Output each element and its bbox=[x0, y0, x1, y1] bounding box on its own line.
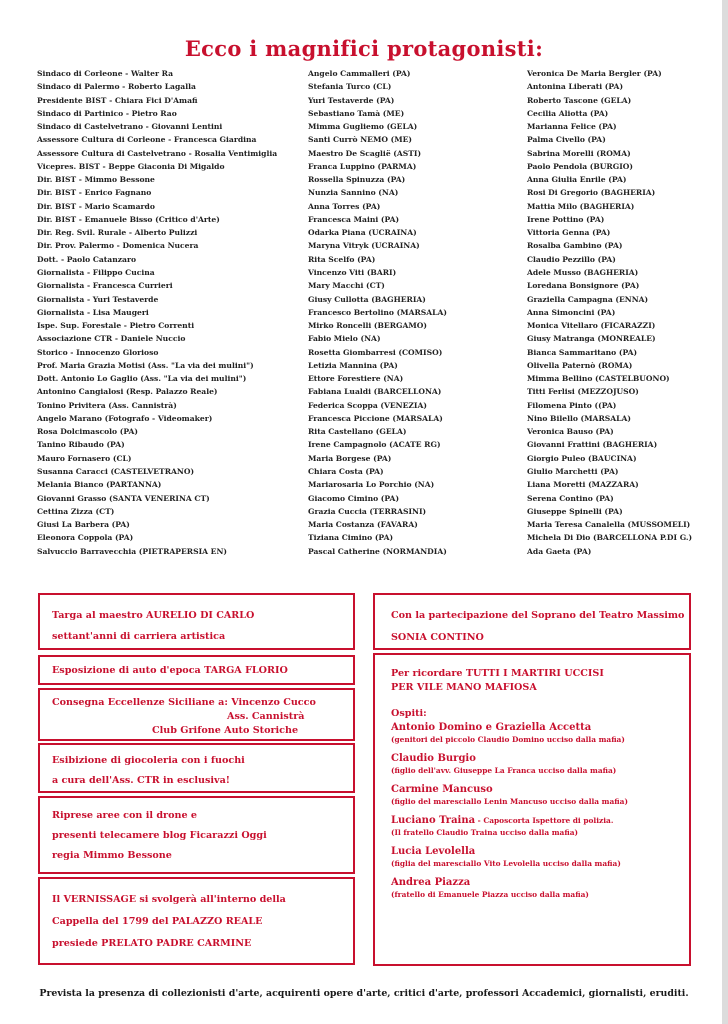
protagonist-entry: Angelo Cammalleri (PA) bbox=[308, 69, 411, 78]
guest-name: Carmine Mancuso bbox=[391, 784, 493, 795]
protagonist-entry: Michela Di Dio (BARCELLONA P.DI G.) bbox=[527, 533, 693, 543]
martiri-line-2: PER VILE MANO MAFIOSA bbox=[391, 682, 537, 693]
guest-entry bbox=[391, 752, 689, 776]
guest-entry bbox=[391, 721, 689, 745]
page-title: Ecco i magnifici protagonisti: bbox=[184, 36, 544, 62]
protagonist-entry: Olivella Paternò (ROMA) bbox=[527, 360, 633, 370]
protagonist-entry: Sindaco di Partinico - Pietro Rao bbox=[37, 108, 177, 118]
protagonist-entry: Sindaco di Corleone - Walter Ra bbox=[37, 69, 174, 78]
protagonist-entry: Dott. - Paolo Catanzaro bbox=[37, 254, 137, 264]
protagonist-entry: Sebastiano Tamà (ME) bbox=[308, 108, 405, 118]
targa-line-2: settant'anni di carriera artistica bbox=[52, 631, 226, 642]
protagonist-entry: Fabiana Lualdi (BARCELLONA) bbox=[308, 387, 442, 397]
protagonist-entry: Filomena Pinto ((PA) bbox=[527, 400, 617, 410]
protagonist-entry: Claudio Pezzillo (PA) bbox=[527, 254, 616, 264]
protagonist-entry: Francesca Piccione (MARSALA) bbox=[308, 413, 443, 423]
vernissage-line-3: presiede PRELATO PADRE CARMINE bbox=[52, 938, 252, 949]
guest-relation: (figlia del maresciallo Vito Levolella ucciso dalla mafia) bbox=[391, 859, 621, 868]
protagonist-entry: Yuri Testaverde (PA) bbox=[308, 95, 395, 105]
protagonist-entry: Tanino Ribaudo (PA) bbox=[37, 440, 125, 450]
protagonist-entry: Giuseppe Spinelli (PA) bbox=[527, 506, 623, 516]
protagonist-entry: Maria Costanza (FAVARA) bbox=[308, 520, 418, 530]
protagonist-entry: Susanna Caracci (CASTELVETRANO) bbox=[37, 466, 195, 476]
protagonist-entry: Adele Musso (BAGHERIA) bbox=[527, 267, 639, 277]
protagonist-entry: Mimma Gugliemo (GELA) bbox=[308, 122, 418, 132]
protagonist-entry: Salvuccio Barravecchia (PIETRAPERSIA EN) bbox=[37, 546, 227, 556]
protagonist-entry: Marianna Felice (PA) bbox=[527, 122, 617, 132]
protagonist-entry: Fabio Mielo (NA) bbox=[308, 334, 381, 344]
protagonist-entry: Loredana Bonsignore (PA) bbox=[527, 281, 640, 291]
protagonist-entry: Mimma Bellino (CASTELBUONO) bbox=[527, 374, 670, 384]
protagonist-entry: Giusy Matranga (MONREALE) bbox=[527, 334, 656, 344]
protagonist-entry: Dir. BIST - Enrico Fagnano bbox=[37, 188, 152, 198]
protagonist-entry: Mary Macchi (CT) bbox=[308, 281, 385, 291]
riprese-line-3: regia Mimmo Bessone bbox=[52, 850, 172, 861]
protagonist-entry: Dir. BIST - Emanuele Bisso (Critico d'Arte) bbox=[37, 214, 220, 224]
protagonist-entry: Maria Teresa Canalella (MUSSOMELI) bbox=[527, 520, 691, 530]
protagonist-entry: Associazione CTR - Daniele Nuccio bbox=[37, 334, 186, 344]
guests-list bbox=[391, 721, 689, 900]
protagonist-entry: Dir. BIST - Mimmo Bessone bbox=[37, 175, 155, 185]
protagonist-entry: Pascal Catherine (NORMANDIA) bbox=[308, 546, 447, 556]
protagonist-entry: Eleonora Coppola (PA) bbox=[37, 533, 134, 543]
protagonist-entry: Graziella Campagna (ENNA) bbox=[527, 294, 649, 304]
guest-name: Lucia Levolella bbox=[391, 846, 476, 857]
protagonist-entry: Ettore Forestiere (NA) bbox=[308, 374, 404, 384]
protagonist-entry: Letizia Mannina (PA) bbox=[308, 360, 398, 370]
protagonist-entry: Sabrina Morelli (ROMA) bbox=[527, 148, 631, 158]
protagonist-entry: Rita Scelfo (PA) bbox=[308, 254, 376, 264]
protagonist-entry: Giornalista - Francesca Currieri bbox=[37, 281, 173, 291]
protagonist-entry: Francesca Maini (PA) bbox=[308, 214, 400, 224]
guest-entry bbox=[391, 845, 689, 869]
riprese-line-2: presenti telecamere blog Ficarazzi Oggi bbox=[52, 830, 267, 841]
guest-name: Andrea Piazza bbox=[391, 877, 471, 888]
protagonist-entry: Anna Simoncini (PA) bbox=[527, 307, 616, 317]
protagonist-entry: Rita Castellano (GELA) bbox=[308, 427, 407, 437]
consegna-line-2: Ass. Cannistrà bbox=[227, 711, 305, 722]
protagonist-entry: Giusy Cullotta (BAGHERIA) bbox=[308, 294, 426, 304]
protagonist-entry: Titti Ferlisi (MEZZOJUSO) bbox=[527, 387, 639, 397]
protagonist-entry: Rosi Di Gregorio (BAGHERIA) bbox=[527, 188, 656, 198]
soprano-line-1: Con la partecipazione del Soprano del Teatro Massimo bbox=[391, 610, 685, 621]
protagonist-entry: Angelo Marano (Fotografo - Videomaker) bbox=[37, 413, 213, 423]
martiri-box bbox=[373, 653, 691, 966]
protagonist-entry: Nunzia Sannino (NA) bbox=[308, 188, 399, 198]
guest-relation: (fratello di Emanuele Piazza ucciso dalla mafia) bbox=[391, 890, 589, 899]
esibizione-line-1: Esibizione di giocoleria con i fuochi bbox=[52, 755, 245, 766]
vernissage-box bbox=[38, 877, 355, 965]
protagonist-entry: Palma Civello (PA) bbox=[527, 135, 606, 145]
protagonist-entry: Chiara Costa (PA) bbox=[308, 466, 384, 476]
riprese-box bbox=[38, 796, 355, 874]
footer-note: Prevista la presenza di collezionisti d'arte, acquirenti opere d'arte, critici d'arte, professori Accademici, giornalisti, eruditi. bbox=[39, 988, 689, 999]
protagonist-entry: Giacomo Cimino (PA) bbox=[308, 493, 400, 503]
guest-entry bbox=[391, 814, 689, 838]
protagonist-entry: Monica Vitellaro (FICARAZZI) bbox=[527, 321, 656, 331]
protagonist-entry: Liana Moretti (MAZZARA) bbox=[527, 480, 639, 490]
protagonist-entry: Giornalista - Lisa Maugeri bbox=[37, 307, 149, 317]
protagonist-entry: Maria Borgese (PA) bbox=[308, 453, 392, 463]
guest-relation: (figlio del maresciallo Lenin Mancuso ucciso dalla mafia) bbox=[391, 797, 628, 806]
protagonist-entry: Sindaco di Palermo - Roberto Lagalla bbox=[37, 82, 196, 92]
guest-name-line bbox=[391, 814, 689, 827]
esibizione-box bbox=[38, 743, 355, 793]
protagonist-entry: Cecilia Aliotta (PA) bbox=[527, 108, 609, 118]
protagonist-entry: Mattia Milo (BAGHERIA) bbox=[527, 201, 635, 211]
protagonist-entry: Cettina Zizza (CT) bbox=[37, 506, 115, 516]
guest-entry bbox=[391, 876, 689, 900]
protagonist-entry: Maryna Vitryk (UCRAINA) bbox=[308, 241, 420, 251]
guest-role: - Caposcorta Ispettore di polizia. bbox=[475, 816, 614, 825]
guests-label: Ospiti: bbox=[391, 708, 427, 719]
protagonist-entry: Tiziana Cimino (PA) bbox=[308, 533, 394, 543]
protagonist-entry: Dir. Prov. Palermo - Domenica Nucera bbox=[37, 241, 199, 251]
protagonist-entry: Irene Campagnolo (ACATE RG) bbox=[308, 440, 441, 450]
protagonist-entry: Prof. Maria Grazia Motisi (Ass. "La via dei mulini") bbox=[37, 360, 254, 370]
guest-name: Claudio Burgio bbox=[391, 753, 476, 764]
guest-relation: (Il fratello Claudio Traina ucciso dalla mafia) bbox=[391, 828, 578, 837]
targa-line-1: Targa al maestro AURELIO DI CARLO bbox=[52, 610, 255, 621]
esposizione-line-1: Esposizione di auto d'epoca TARGA FLORIO bbox=[52, 665, 288, 676]
protagonist-entry: Vittoria Genna (PA) bbox=[527, 228, 611, 238]
protagonist-entry: Giovanni Grasso (SANTA VENERINA CT) bbox=[37, 493, 210, 503]
protagonist-entry: Mariarosaria Lo Porchio (NA) bbox=[308, 480, 435, 490]
protagonist-entry: Giusi La Barbera (PA) bbox=[37, 520, 130, 530]
protagonists-column-3 bbox=[527, 67, 727, 558]
guest-relation: (figlio dell'avv. Giuseppe La Franca ucciso dalla mafia) bbox=[391, 766, 617, 775]
protagonist-entry: Mauro Fornasero (CL) bbox=[37, 453, 132, 463]
protagonist-entry: Serena Contino (PA) bbox=[527, 493, 614, 503]
protagonist-entry: Grazia Cuccia (TERRASINI) bbox=[308, 506, 427, 516]
esposizione-box bbox=[38, 655, 355, 685]
protagonist-entry: Dott. Antonio Lo Gaglio (Ass. "La via dei mulini") bbox=[37, 374, 247, 384]
guest-name-line bbox=[391, 876, 689, 889]
protagonist-entry: Rosalba Gambino (PA) bbox=[527, 241, 623, 251]
guest-relation: (genitori del piccolo Claudio Domino ucciso dalla mafia) bbox=[391, 735, 625, 744]
protagonist-entry: Rossella Spinuzza (PA) bbox=[308, 175, 406, 185]
protagonist-entry: Ada Gaeta (PA) bbox=[527, 546, 592, 556]
soprano-box bbox=[373, 593, 691, 650]
soprano-line-2: SONIA CONTINO bbox=[391, 632, 484, 643]
protagonists-column-2 bbox=[308, 67, 518, 558]
protagonist-entry: Odarka Piana (UCRAINA) bbox=[308, 228, 417, 238]
protagonist-entry: Giulio Marchetti (PA) bbox=[527, 466, 619, 476]
protagonist-entry: Sindaco di Castelvetrano - Giovanni Lentini bbox=[37, 122, 223, 132]
protagonist-entry: Giovanni Frattini (BAGHERIA) bbox=[527, 440, 658, 450]
protagonist-entry: Giornalista - Filippo Cucina bbox=[37, 267, 155, 277]
guest-entry bbox=[391, 783, 689, 807]
protagonists-column-1 bbox=[37, 67, 302, 558]
protagonist-entry: Vicepres. BIST - Beppe Giaconia Di Migaldo bbox=[37, 161, 225, 171]
protagonist-entry: Giornalista - Yuri Testaverde bbox=[37, 294, 159, 304]
targa-box bbox=[38, 593, 355, 650]
protagonist-entry: Melania Bianco (PARTANNA) bbox=[37, 480, 162, 490]
guest-name-line bbox=[391, 721, 689, 734]
protagonist-entry: Tonino Privitera (Ass. Cannistrà) bbox=[37, 400, 177, 410]
protagonist-entry: Storico - Innocenzo Glorioso bbox=[37, 347, 159, 357]
protagonist-entry: Bianca Sammaritano (PA) bbox=[527, 347, 638, 357]
consegna-line-1: Consegna Eccellenze Siciliane a: Vincenzo Cucco bbox=[52, 697, 316, 708]
guest-name: Antonio Domino e Graziella Accetta bbox=[391, 722, 592, 733]
esibizione-line-2: a cura dell'Ass. CTR in esclusiva! bbox=[52, 775, 231, 786]
protagonist-entry: Nino Bilello (MARSALA) bbox=[527, 413, 631, 423]
protagonist-entry: Roberto Tascone (GELA) bbox=[527, 95, 632, 105]
protagonist-entry: Dir. Reg. Svil. Rurale - Alberto Pulizzi bbox=[37, 228, 198, 238]
protagonist-entry: Mirko Roncelli (BERGAMO) bbox=[308, 321, 428, 331]
protagonist-entry: Presidente BIST - Chiara Fici D'Amafi bbox=[37, 95, 198, 105]
protagonist-entry: Anna Giulia Enrile (PA) bbox=[527, 175, 627, 185]
protagonist-entry: Antonino Cangialosi (Resp. Palazzo Reale) bbox=[37, 387, 218, 397]
protagonist-entry: Paolo Pendola (BURGIO) bbox=[527, 161, 633, 171]
consegna-line-3: Club Grifone Auto Storiche bbox=[152, 725, 299, 736]
protagonist-entry: Veronica De Maria Bergler (PA) bbox=[527, 69, 662, 78]
riprese-line-1: Riprese aree con il drone e bbox=[52, 810, 198, 821]
protagonist-entry: Ispe. Sup. Forestale - Pietro Correnti bbox=[37, 321, 195, 331]
protagonist-entry: Maestro De Scaglië (ASTI) bbox=[308, 148, 422, 158]
protagonist-entry: Irene Pottino (PA) bbox=[527, 214, 605, 224]
guest-name: Luciano Traina bbox=[391, 815, 476, 826]
vernissage-line-2: Cappella del 1799 del PALAZZO REALE bbox=[52, 916, 263, 927]
protagonist-entry: Rosa Dolcimascolo (PA) bbox=[37, 427, 139, 437]
consegna-box bbox=[38, 688, 355, 741]
protagonist-entry: Veronica Bauso (PA) bbox=[527, 427, 614, 437]
protagonist-entry: Vincenzo Viti (BARI) bbox=[308, 267, 397, 277]
guest-name-line bbox=[391, 845, 689, 858]
vernissage-line-1: Il VERNISSAGE si svolgerà all'interno della bbox=[52, 894, 286, 905]
protagonist-entry: Assessore Cultura di Castelvetrano - Rosalia Ventimiglia bbox=[37, 148, 278, 158]
protagonist-entry: Dir. BIST - Mario Scamardo bbox=[37, 201, 155, 211]
martiri-line-1: Per ricordare TUTTI I MARTIRI UCCISI bbox=[391, 668, 604, 679]
protagonist-entry: Antonina Liberati (PA) bbox=[527, 82, 624, 92]
protagonist-entry: Assessore Cultura di Corleone - Francesca Giardina bbox=[37, 135, 257, 145]
guest-name-line bbox=[391, 752, 689, 765]
protagonist-entry: Franca Luppino (PARMA) bbox=[308, 161, 417, 171]
protagonist-entry: Santi Currò NEMO (ME) bbox=[308, 135, 413, 145]
protagonist-entry: Anna Torres (PA) bbox=[308, 201, 381, 211]
protagonist-entry: Rosetta Giombarresi (COMISO) bbox=[308, 347, 443, 357]
protagonist-entry: Giorgio Puleo (BAUCINA) bbox=[527, 453, 637, 463]
protagonist-entry: Federica Scoppa (VENEZIA) bbox=[308, 400, 427, 410]
guest-name-line bbox=[391, 783, 689, 796]
protagonist-entry: Stefania Turco (CL) bbox=[308, 82, 392, 92]
protagonist-entry: Francesco Bertolino (MARSALA) bbox=[308, 307, 447, 317]
